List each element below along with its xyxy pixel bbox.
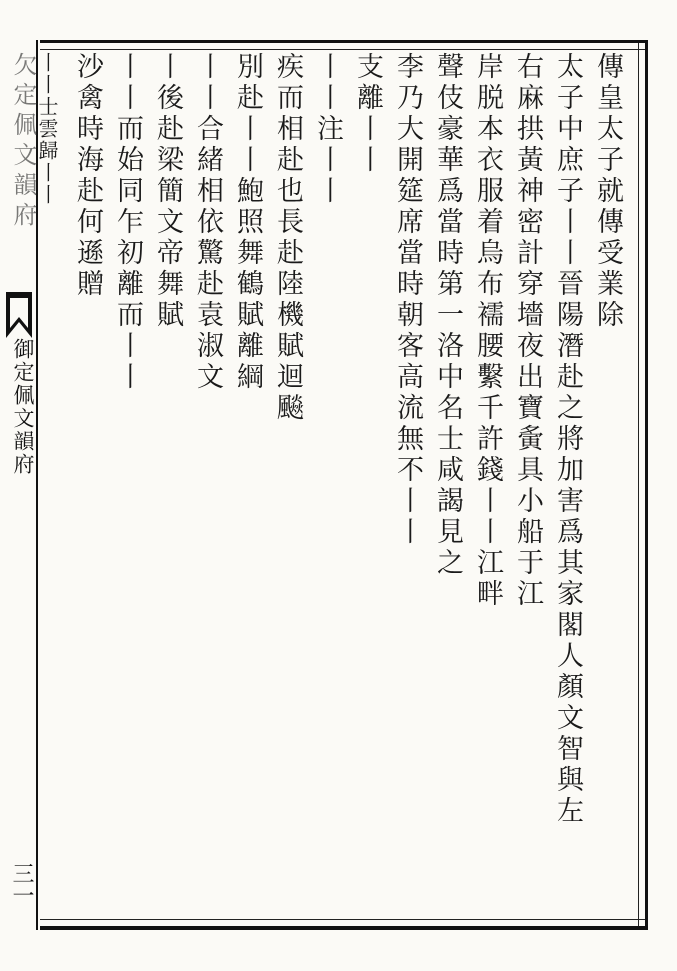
text-column: 聲伎豪華爲當時第一洛中名士咸謁見之 bbox=[432, 52, 463, 579]
text-column: 疾而相赴也長赴陸機賦迴飈 bbox=[272, 52, 303, 424]
text-column: 岸脱本衣服着烏布襦腰繫千許錢丨丨江畔 bbox=[472, 52, 503, 610]
book-title: 御定佩文韻府 bbox=[11, 338, 35, 476]
fore-edge-text: 欠定佩文韻府 bbox=[9, 52, 37, 232]
frame-inner-rule-bottom bbox=[40, 919, 645, 920]
text-column: 別赴丨丨鮑照舞鶴賦離綱 bbox=[232, 52, 263, 393]
text-column: 太子中庶子丨丨晉陽潛赴之將加害爲其家閣人顏文智與左 bbox=[552, 52, 583, 827]
text-column: 支離丨丨 bbox=[352, 52, 383, 176]
text-column: 丨丨注丨丨 bbox=[312, 52, 343, 207]
text-column: 丨丨士雲歸丨丨 bbox=[35, 52, 59, 206]
text-column: 傳皇太子就傳受業除 bbox=[592, 52, 623, 331]
text-column: 李乃大開筵席當時朝客高流無不丨丨 bbox=[392, 52, 423, 548]
fish-tail-mark-icon bbox=[4, 292, 34, 338]
text-column: 右麻拱黃神密計穿墻夜出寶夤具小船于江 bbox=[512, 52, 543, 610]
text-column: 丨後赴梁簡文帝舞賦 bbox=[152, 52, 183, 331]
frame-inner-rule-right bbox=[638, 43, 639, 926]
page-number: 三一 bbox=[9, 862, 34, 906]
frame-inner-rule-top bbox=[40, 49, 645, 50]
text-column: 丨丨而始同乍初離而丨丨 bbox=[112, 52, 143, 393]
text-column: 丨丨合緒相依驚赴袁淑文 bbox=[192, 52, 223, 393]
text-column: 沙禽時海赴何遜贈 bbox=[72, 52, 103, 300]
